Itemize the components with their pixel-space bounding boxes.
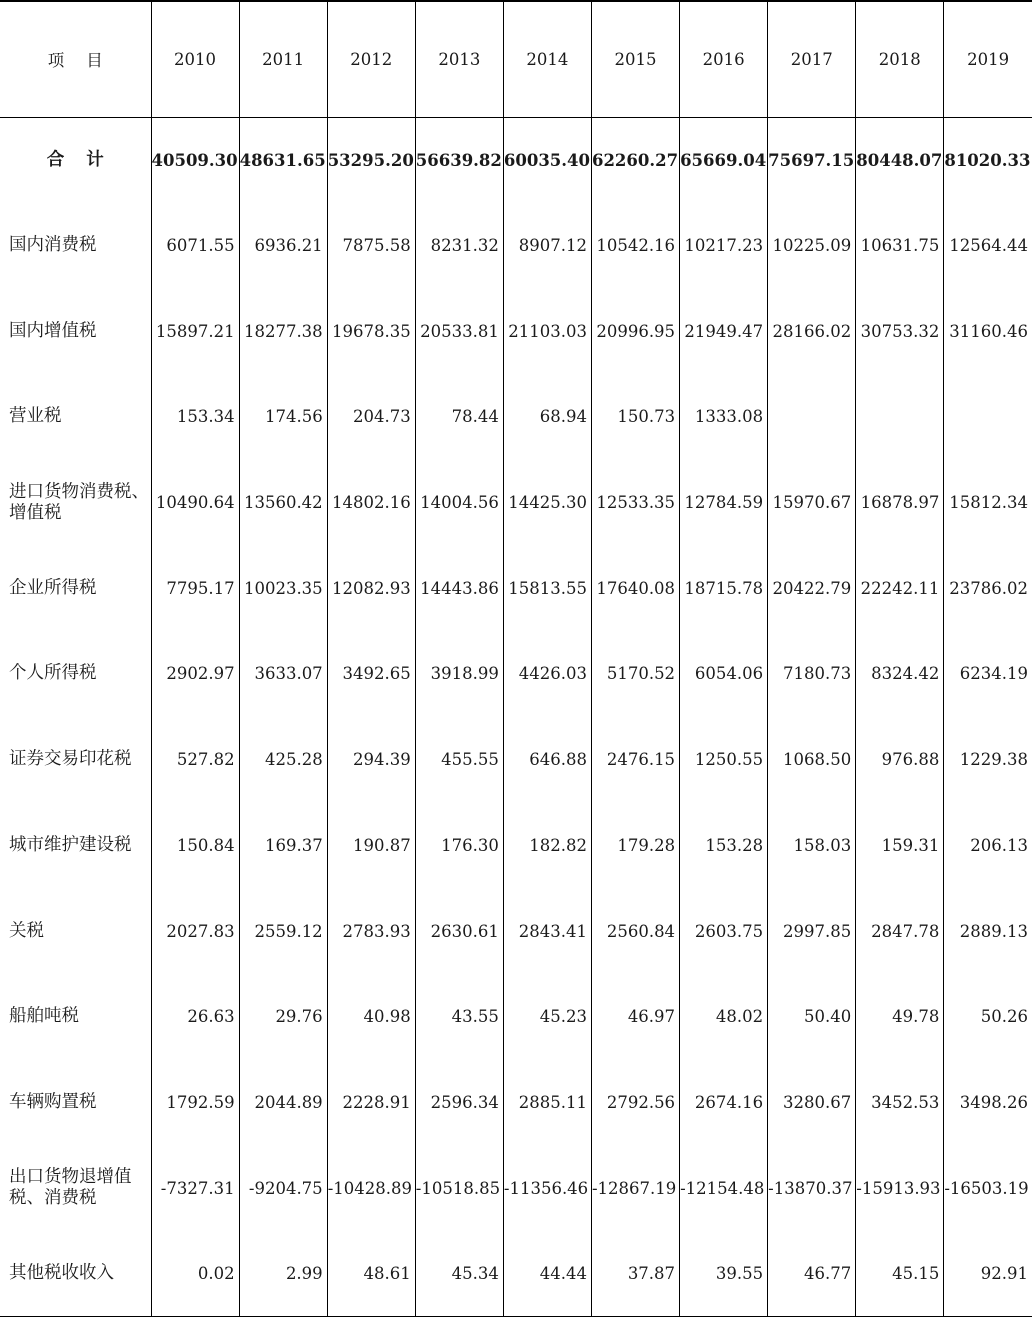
value-cell-2018: -15913.93	[856, 1145, 944, 1231]
table-row	[0, 888, 1032, 974]
value-cell-2015: 10542.16	[591, 203, 679, 289]
row-label: 企业所得税	[9, 577, 97, 598]
value-cell-2015: 179.28	[591, 803, 679, 889]
value-cell-2012: 204.73	[327, 374, 415, 460]
row-label: 营业税	[9, 406, 62, 427]
value-cell-2011: 174.56	[239, 374, 327, 460]
total-row	[0, 117, 1032, 203]
row-label: 合计	[46, 149, 126, 170]
header-year-2015: 2015	[591, 1, 679, 117]
header-year-2013: 2013	[415, 1, 503, 117]
value-cell-2017: 28166.02	[768, 288, 856, 374]
table-row	[0, 545, 1032, 631]
row-label: 船舶吨税	[9, 1006, 79, 1027]
value-cell-2017: 75697.15	[768, 117, 856, 203]
value-cell-2012: 3492.65	[327, 631, 415, 717]
value-cell-2012: 7875.58	[327, 203, 415, 289]
value-cell-2013: 14443.86	[415, 545, 503, 631]
row-label: 车辆购置税	[9, 1091, 97, 1112]
value-cell-2010: 40509.30	[151, 117, 239, 203]
value-cell-2013: 2596.34	[415, 1060, 503, 1146]
value-cell-2015: 5170.52	[591, 631, 679, 717]
value-cell-2011: 13560.42	[239, 460, 327, 546]
value-cell-2018: 2847.78	[856, 888, 944, 974]
value-cell-2012: 12082.93	[327, 545, 415, 631]
row-label: 城市维护建设税	[9, 834, 132, 855]
value-cell-2017: 15970.67	[768, 460, 856, 546]
value-cell-2011: 2559.12	[239, 888, 327, 974]
table-row	[0, 1145, 1032, 1231]
value-cell-2010: 150.84	[151, 803, 239, 889]
value-cell-2016: 65669.04	[680, 117, 768, 203]
value-cell-2015: 20996.95	[591, 288, 679, 374]
value-cell-2016: -12154.48	[680, 1145, 768, 1231]
table-header	[0, 1, 1032, 117]
value-cell-2014: 182.82	[503, 803, 591, 889]
value-cell-2017: 7180.73	[768, 631, 856, 717]
value-cell-2019: -16503.19	[944, 1145, 1032, 1231]
table-row	[0, 974, 1032, 1060]
value-cell-2017: 46.77	[768, 1231, 856, 1317]
value-cell-2018: 8324.42	[856, 631, 944, 717]
header-year-2018: 2018	[856, 1, 944, 117]
row-label: 证券交易印花税	[9, 749, 132, 770]
value-cell-2018: 159.31	[856, 803, 944, 889]
row-label: 出口货物退增值税、消费税	[9, 1167, 132, 1209]
value-cell-2012: 19678.35	[327, 288, 415, 374]
value-cell-2013: 8231.32	[415, 203, 503, 289]
table-row	[0, 1231, 1032, 1317]
value-cell-2012: 14802.16	[327, 460, 415, 546]
value-cell-2011: 3633.07	[239, 631, 327, 717]
row-label: 关税	[9, 920, 44, 941]
value-cell-2015: 2560.84	[591, 888, 679, 974]
value-cell-2017: 158.03	[768, 803, 856, 889]
value-cell-2014: 44.44	[503, 1231, 591, 1317]
value-cell-2018	[856, 374, 944, 460]
value-cell-2013: 78.44	[415, 374, 503, 460]
table-row	[0, 288, 1032, 374]
value-cell-2016: 48.02	[680, 974, 768, 1060]
value-cell-2015: 37.87	[591, 1231, 679, 1317]
value-cell-2011: 6936.21	[239, 203, 327, 289]
row-label: 个人所得税	[9, 663, 97, 684]
value-cell-2011: 48631.65	[239, 117, 327, 203]
value-cell-2014: 21103.03	[503, 288, 591, 374]
value-cell-2017: -13870.37	[768, 1145, 856, 1231]
header-row	[0, 1, 1032, 117]
value-cell-2011: 18277.38	[239, 288, 327, 374]
value-cell-2019	[944, 374, 1032, 460]
value-cell-2010: 527.82	[151, 717, 239, 803]
value-cell-2019: 15812.34	[944, 460, 1032, 546]
row-label: 进口货物消费税、增值税	[9, 481, 149, 523]
header-year-2019: 2019	[944, 1, 1032, 117]
value-cell-2016: 12784.59	[680, 460, 768, 546]
value-cell-2013: 455.55	[415, 717, 503, 803]
value-cell-2013: 2630.61	[415, 888, 503, 974]
value-cell-2016: 39.55	[680, 1231, 768, 1317]
header-year-2010: 2010	[151, 1, 239, 117]
value-cell-2010: 6071.55	[151, 203, 239, 289]
value-cell-2010: 153.34	[151, 374, 239, 460]
value-cell-2010: 15897.21	[151, 288, 239, 374]
value-cell-2011: 2.99	[239, 1231, 327, 1317]
value-cell-2013: 14004.56	[415, 460, 503, 546]
header-year-2012: 2012	[327, 1, 415, 117]
value-cell-2013: 3918.99	[415, 631, 503, 717]
value-cell-2014: 45.23	[503, 974, 591, 1060]
value-cell-2018: 45.15	[856, 1231, 944, 1317]
row-label: 国内增值税	[9, 320, 97, 341]
value-cell-2019: 92.91	[944, 1231, 1032, 1317]
value-cell-2016: 18715.78	[680, 545, 768, 631]
value-cell-2019: 81020.33	[944, 117, 1032, 203]
value-cell-2017: 10225.09	[768, 203, 856, 289]
value-cell-2012: 2228.91	[327, 1060, 415, 1146]
header-year-2017: 2017	[768, 1, 856, 117]
value-cell-2014: 646.88	[503, 717, 591, 803]
table-row	[0, 803, 1032, 889]
value-cell-2019: 3498.26	[944, 1060, 1032, 1146]
value-cell-2012: -10428.89	[327, 1145, 415, 1231]
header-year-2014: 2014	[503, 1, 591, 117]
value-cell-2012: 190.87	[327, 803, 415, 889]
value-cell-2011: -9204.75	[239, 1145, 327, 1231]
value-cell-2016: 6054.06	[680, 631, 768, 717]
value-cell-2014: 15813.55	[503, 545, 591, 631]
value-cell-2015: 12533.35	[591, 460, 679, 546]
value-cell-2011: 169.37	[239, 803, 327, 889]
value-cell-2016: 153.28	[680, 803, 768, 889]
header-year-2016: 2016	[680, 1, 768, 117]
value-cell-2014: 4426.03	[503, 631, 591, 717]
value-cell-2010: 7795.17	[151, 545, 239, 631]
value-cell-2013: 43.55	[415, 974, 503, 1060]
value-cell-2012: 48.61	[327, 1231, 415, 1317]
value-cell-2014: 2885.11	[503, 1060, 591, 1146]
value-cell-2019: 12564.44	[944, 203, 1032, 289]
header-year-2011: 2011	[239, 1, 327, 117]
table-row	[0, 631, 1032, 717]
value-cell-2018: 22242.11	[856, 545, 944, 631]
value-cell-2018: 10631.75	[856, 203, 944, 289]
row-label: 其他税收收入	[0, 1231, 151, 1317]
value-cell-2015: 2476.15	[591, 717, 679, 803]
value-cell-2016: 10217.23	[680, 203, 768, 289]
value-cell-2010: 10490.64	[151, 460, 239, 546]
value-cell-2013: 56639.82	[415, 117, 503, 203]
value-cell-2019: 1229.38	[944, 717, 1032, 803]
value-cell-2018: 16878.97	[856, 460, 944, 546]
value-cell-2013: 45.34	[415, 1231, 503, 1317]
value-cell-2016: 1333.08	[680, 374, 768, 460]
value-cell-2010: 1792.59	[151, 1060, 239, 1146]
table-row	[0, 203, 1032, 289]
value-cell-2015: 17640.08	[591, 545, 679, 631]
value-cell-2019: 50.26	[944, 974, 1032, 1060]
value-cell-2012: 2783.93	[327, 888, 415, 974]
value-cell-2012: 53295.20	[327, 117, 415, 203]
value-cell-2011: 29.76	[239, 974, 327, 1060]
value-cell-2014: 68.94	[503, 374, 591, 460]
value-cell-2018: 3452.53	[856, 1060, 944, 1146]
value-cell-2017: 3280.67	[768, 1060, 856, 1146]
header-item-label: 项目	[0, 1, 151, 117]
value-cell-2012: 294.39	[327, 717, 415, 803]
value-cell-2019: 31160.46	[944, 288, 1032, 374]
value-cell-2014: 2843.41	[503, 888, 591, 974]
value-cell-2015: 62260.27	[591, 117, 679, 203]
value-cell-2014: 14425.30	[503, 460, 591, 546]
value-cell-2017: 1068.50	[768, 717, 856, 803]
value-cell-2017: 50.40	[768, 974, 856, 1060]
value-cell-2013: 20533.81	[415, 288, 503, 374]
value-cell-2018: 30753.32	[856, 288, 944, 374]
value-cell-2014: 60035.40	[503, 117, 591, 203]
table-row	[0, 1060, 1032, 1146]
table-row	[0, 717, 1032, 803]
value-cell-2016: 2603.75	[680, 888, 768, 974]
value-cell-2019: 23786.02	[944, 545, 1032, 631]
value-cell-2014: -11356.46	[503, 1145, 591, 1231]
value-cell-2011: 10023.35	[239, 545, 327, 631]
value-cell-2015: -12867.19	[591, 1145, 679, 1231]
value-cell-2018: 49.78	[856, 974, 944, 1060]
value-cell-2019: 2889.13	[944, 888, 1032, 974]
value-cell-2018: 80448.07	[856, 117, 944, 203]
value-cell-2010: 26.63	[151, 974, 239, 1060]
value-cell-2019: 206.13	[944, 803, 1032, 889]
value-cell-2019: 6234.19	[944, 631, 1032, 717]
table-body	[0, 117, 1032, 1317]
value-cell-2013: 176.30	[415, 803, 503, 889]
value-cell-2010: 2027.83	[151, 888, 239, 974]
value-cell-2018: 976.88	[856, 717, 944, 803]
value-cell-2017: 2997.85	[768, 888, 856, 974]
value-cell-2011: 2044.89	[239, 1060, 327, 1146]
value-cell-2017	[768, 374, 856, 460]
value-cell-2015: 2792.56	[591, 1060, 679, 1146]
value-cell-2016: 2674.16	[680, 1060, 768, 1146]
table-row	[0, 460, 1032, 546]
value-cell-2010: 0.02	[151, 1231, 239, 1317]
value-cell-2015: 46.97	[591, 974, 679, 1060]
value-cell-2013: -10518.85	[415, 1145, 503, 1231]
value-cell-2010: 2902.97	[151, 631, 239, 717]
value-cell-2016: 21949.47	[680, 288, 768, 374]
value-cell-2012: 40.98	[327, 974, 415, 1060]
value-cell-2016: 1250.55	[680, 717, 768, 803]
row-label: 国内消费税	[9, 235, 97, 256]
table-row	[0, 374, 1032, 460]
value-cell-2017: 20422.79	[768, 545, 856, 631]
value-cell-2010: -7327.31	[151, 1145, 239, 1231]
value-cell-2015: 150.73	[591, 374, 679, 460]
value-cell-2014: 8907.12	[503, 203, 591, 289]
value-cell-2011: 425.28	[239, 717, 327, 803]
